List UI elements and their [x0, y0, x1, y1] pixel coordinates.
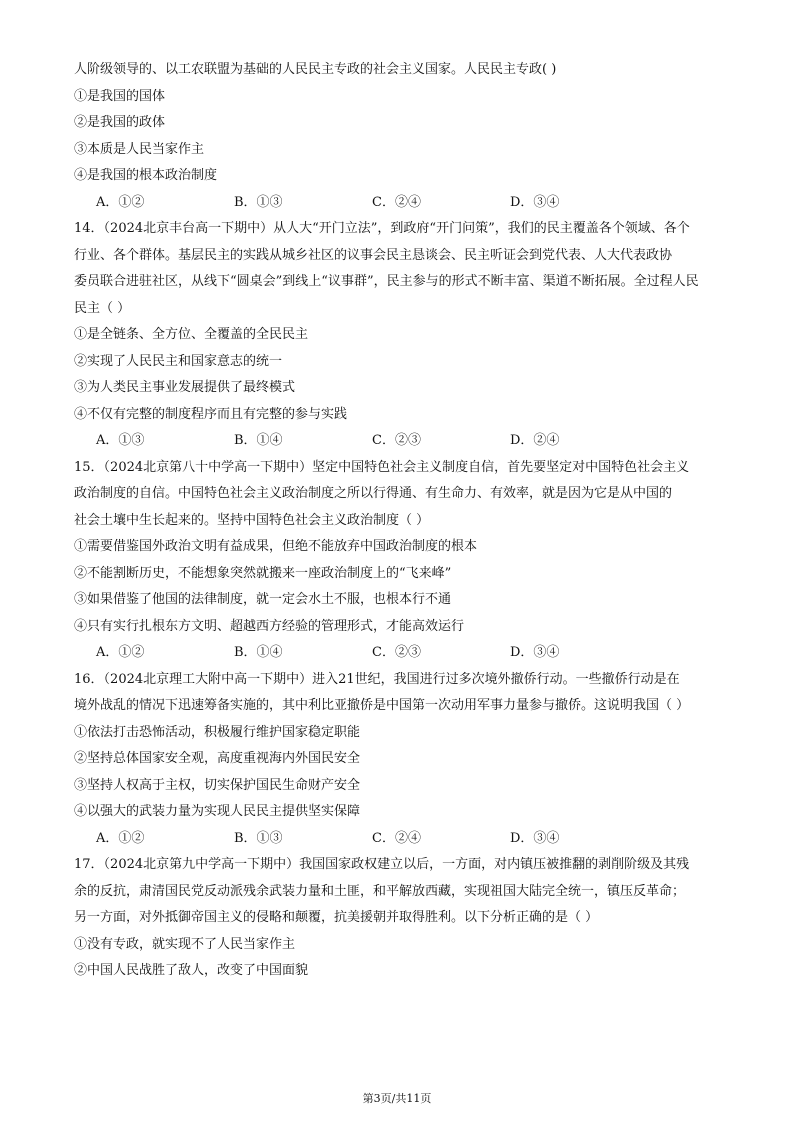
question-14 [74, 219, 724, 450]
option-a[interactable]: A．①② [96, 645, 145, 660]
question-stem-line: 14．（2024北京丰台高一下期中）从人大“开门立法”，到政府“开门问策”，我们的民主覆盖各个领域、各个 [74, 221, 690, 236]
page-number: 第3页/共11页 [362, 1092, 432, 1105]
question-stem-line: 社会土壤中生长起来的。坚持中国特色社会主义政治制度（ ） [74, 512, 430, 528]
answer-options [74, 643, 724, 662]
question-stem-line: 16．（2024北京理工大附中高一下期中）进入21世纪，我国进行过多次境外撤侨行动。一些撤侨行动是在 [74, 671, 680, 687]
statement-3: ③如果借鉴了他国的法律制度，就一定会水土不服，也根本行不通 [74, 592, 452, 607]
statement-4: ④不仅有完整的制度程序而且有完整的参与实践 [74, 406, 348, 422]
option-b[interactable]: B．①④ [234, 645, 283, 660]
option-c[interactable]: C．②③ [372, 433, 421, 448]
statement-1: ①依法打击恐怖活动，积极履行维护国家稳定职能 [74, 724, 361, 740]
exam-page [74, 60, 724, 988]
question-stem-line: 民主（ ） [74, 300, 131, 316]
option-c[interactable]: C．②④ [372, 194, 421, 210]
option-d[interactable]: D．③④ [510, 645, 560, 660]
option-b[interactable]: B．①③ [234, 194, 283, 210]
answer-options [74, 829, 724, 848]
answer-options [74, 193, 724, 212]
option-c[interactable]: C．②④ [372, 830, 421, 846]
option-a[interactable]: A．①③ [96, 433, 145, 448]
question-stem-line: 政治制度的自信。中国特色社会主义政治制度之所以行得通、有生命力、有效率，就是因为它是从中国的 [74, 486, 673, 501]
statement-2: ②不能割断历史，不能想象突然就搬来一座政治制度上的“飞来峰” [74, 565, 452, 581]
statement-3: ③坚持人权高于主权，切实保护国民生命财产安全 [74, 777, 361, 793]
question-16 [74, 670, 724, 848]
statement-2: ②实现了人民民主和国家意志的统一 [74, 353, 283, 369]
question-15 [74, 458, 724, 663]
statement-2: ②坚持总体国家安全观，高度重视海内外国民安全 [74, 751, 361, 766]
question-17 [74, 855, 724, 980]
option-a[interactable]: A．①② [96, 830, 145, 846]
question-stem-line: 委员联合进驻社区，从线下“圆桌会”到线上“议事群”，民主参与的形式不断丰富、渠道不断拓展。全过程人民 [74, 274, 699, 289]
question-stem-line: 余的反抗，肃清国民党反动派残余武装力量和土匪，和平解放西藏，实现祖国大陆完全统一，镇压反革命； [74, 883, 686, 899]
statement-3: ③本质是人民当家作主 [74, 141, 205, 157]
question-stem-line: 行业、各个群体。基层民主的实践从城乡社区的议事会民主恳谈会、民主听证会到党代表、人大代表政协 [74, 247, 673, 263]
statement-3: ③为人类民主事业发展提供了最终模式 [74, 380, 296, 395]
question-stem-line: 境外战乱的情况下迅速筹备实施的，其中利比亚撤侨是中国第一次动用军事力量参与撤侨。这说明我国（ ） [74, 698, 690, 713]
option-a[interactable]: A．①② [96, 194, 145, 210]
question-stem-line: 人阶级领导的、以工农联盟为基础的人民民主专政的社会主义国家。人民民主专政( ) [74, 62, 557, 77]
statement-1: ①是全链条、全方位、全覆盖的全民民主 [74, 327, 309, 342]
statement-2: ②中国人民战胜了敌人，改变了中国面貌 [74, 963, 309, 978]
answer-options [74, 431, 724, 450]
statement-2: ②是我国的政体 [74, 115, 166, 130]
option-b[interactable]: B．①④ [234, 433, 283, 448]
statement-4: ④以强大的武装力量为实现人民民主提供坚实保障 [74, 804, 361, 819]
question-13-continued [74, 60, 724, 212]
statement-1: ①是我国的国体 [74, 88, 166, 104]
option-d[interactable]: D．③④ [510, 194, 560, 210]
statement-4: ④只有实行扎根东方文明、超越西方经验的管理形式，才能高效运行 [74, 618, 465, 634]
option-b[interactable]: B．①③ [234, 830, 283, 846]
question-stem-line: 另一方面，对外抵御帝国主义的侵略和颠覆，抗美援朝并取得胜利。以下分析正确的是（ ） [74, 910, 599, 925]
statement-4: ④是我国的根本政治制度 [74, 168, 218, 183]
option-d[interactable]: D．②④ [510, 433, 560, 448]
statement-1: ①需要借鉴国外政治文明有益成果，但绝不能放弃中国政治制度的根本 [74, 539, 478, 554]
question-stem-line: 15．（2024北京第八十中学高一下期中）坚定中国特色社会主义制度自信，首先要坚定对中国特色社会主义 [74, 459, 690, 475]
question-stem-line: 17．（2024北京第九中学高一下期中）我国国家政权建立以后，一方面，对内镇压被推翻的剥削阶级及其残 [74, 857, 690, 872]
option-c[interactable]: C．②③ [372, 645, 421, 660]
statement-1: ①没有专政，就实现不了人民当家作主 [74, 936, 296, 952]
option-d[interactable]: D．③④ [510, 830, 560, 846]
